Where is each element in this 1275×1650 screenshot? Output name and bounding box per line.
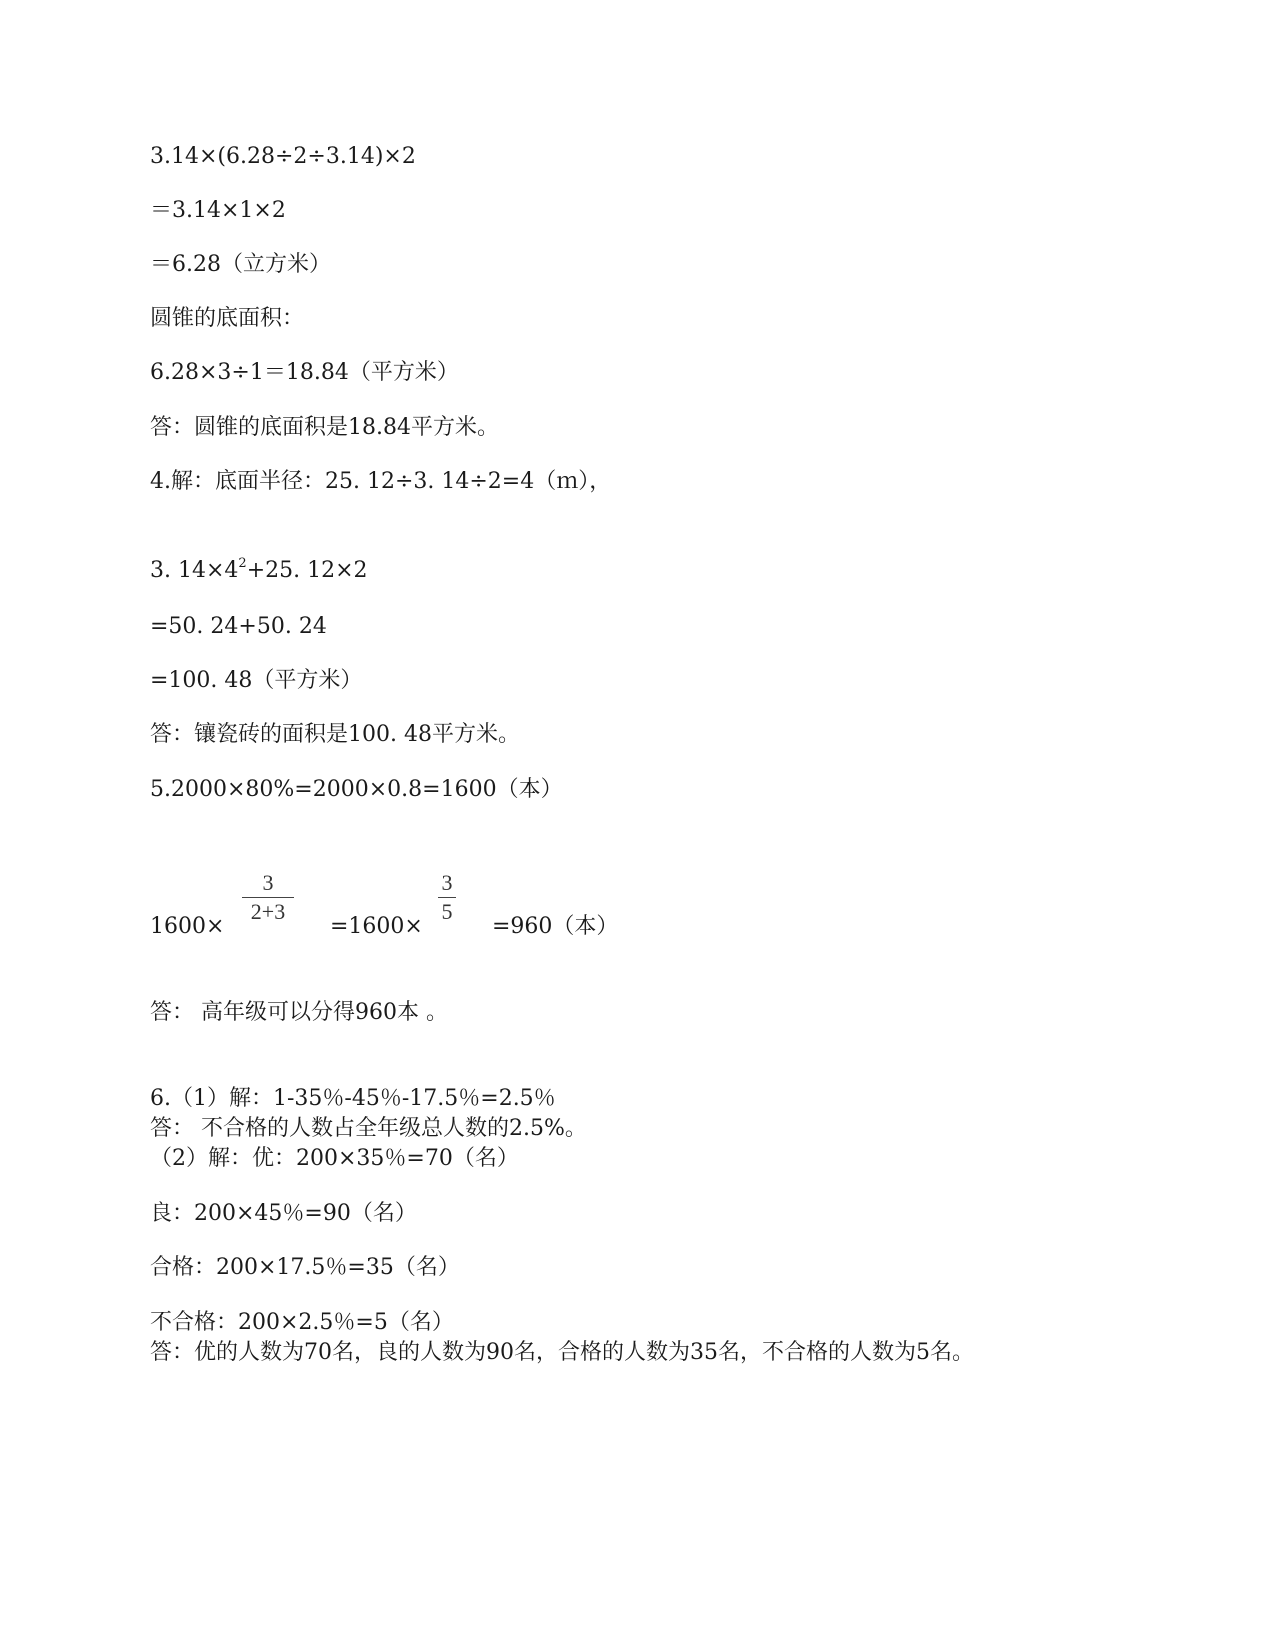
answer-line: 答：圆锥的底面积是18.84平方米。	[150, 415, 499, 440]
fraction-denominator: 5	[441, 899, 453, 924]
calc-part: +25. 12×2	[246, 558, 368, 583]
fraction-numerator: 3	[441, 870, 453, 895]
exponent: 2	[238, 555, 247, 571]
fraction-bar	[242, 897, 294, 898]
calc-line: 良：200×45％=90（名）	[150, 1201, 417, 1226]
fraction-bar	[438, 897, 456, 898]
calc-line: =100. 48（平方米）	[150, 668, 363, 693]
answer-line: 答：镶瓷砖的面积是100. 48平方米。	[150, 722, 520, 747]
problem-line: 4.解：底面半径：25. 12÷3. 14÷2=4（ｍ），	[150, 469, 612, 494]
problem-line: 6.（1）解：1-35％-45％-17.5％=2.5％	[150, 1086, 556, 1111]
calc-line	[150, 555, 368, 584]
text-line: 圆锥的底面积：	[150, 306, 305, 331]
answer-line: 答： 高年级可以分得960本 。	[150, 1000, 448, 1025]
formula-part: =1600×	[330, 914, 423, 939]
calc-line: 6.28×3÷1＝18.84（平方米）	[150, 360, 459, 385]
calc-line: 3.14×(6.28÷2÷3.14)×2	[150, 144, 416, 169]
calc-line: ＝3.14×1×2	[150, 198, 286, 223]
calc-line: （2）解：优：200×35％=70（名）	[150, 1146, 519, 1171]
formula-part: =960（本）	[492, 914, 619, 939]
calc-line: 合格：200×17.5％=35（名）	[150, 1255, 460, 1280]
fraction-denominator: 2+3	[250, 899, 286, 924]
fraction-1	[242, 871, 294, 924]
answer-line: 答：优的人数为70名，良的人数为90名，合格的人数为35名，不合格的人数为5名。	[150, 1340, 974, 1365]
calc-line: ＝6.28（立方米）	[150, 252, 331, 277]
calc-line: 不合格：200×2.5％=5（名）	[150, 1310, 454, 1335]
calc-part: 3. 14×4	[150, 558, 239, 583]
formula-part: 1600×	[150, 914, 225, 939]
answer-line: 答： 不合格的人数占全年级总人数的2.5%。	[150, 1116, 587, 1141]
problem-line: 5.2000×80%=2000×0.8=1600（本）	[150, 777, 563, 802]
calc-line: =50. 24+50. 24	[150, 614, 327, 639]
fraction-numerator: 3	[262, 870, 274, 895]
fraction-2	[438, 871, 456, 924]
